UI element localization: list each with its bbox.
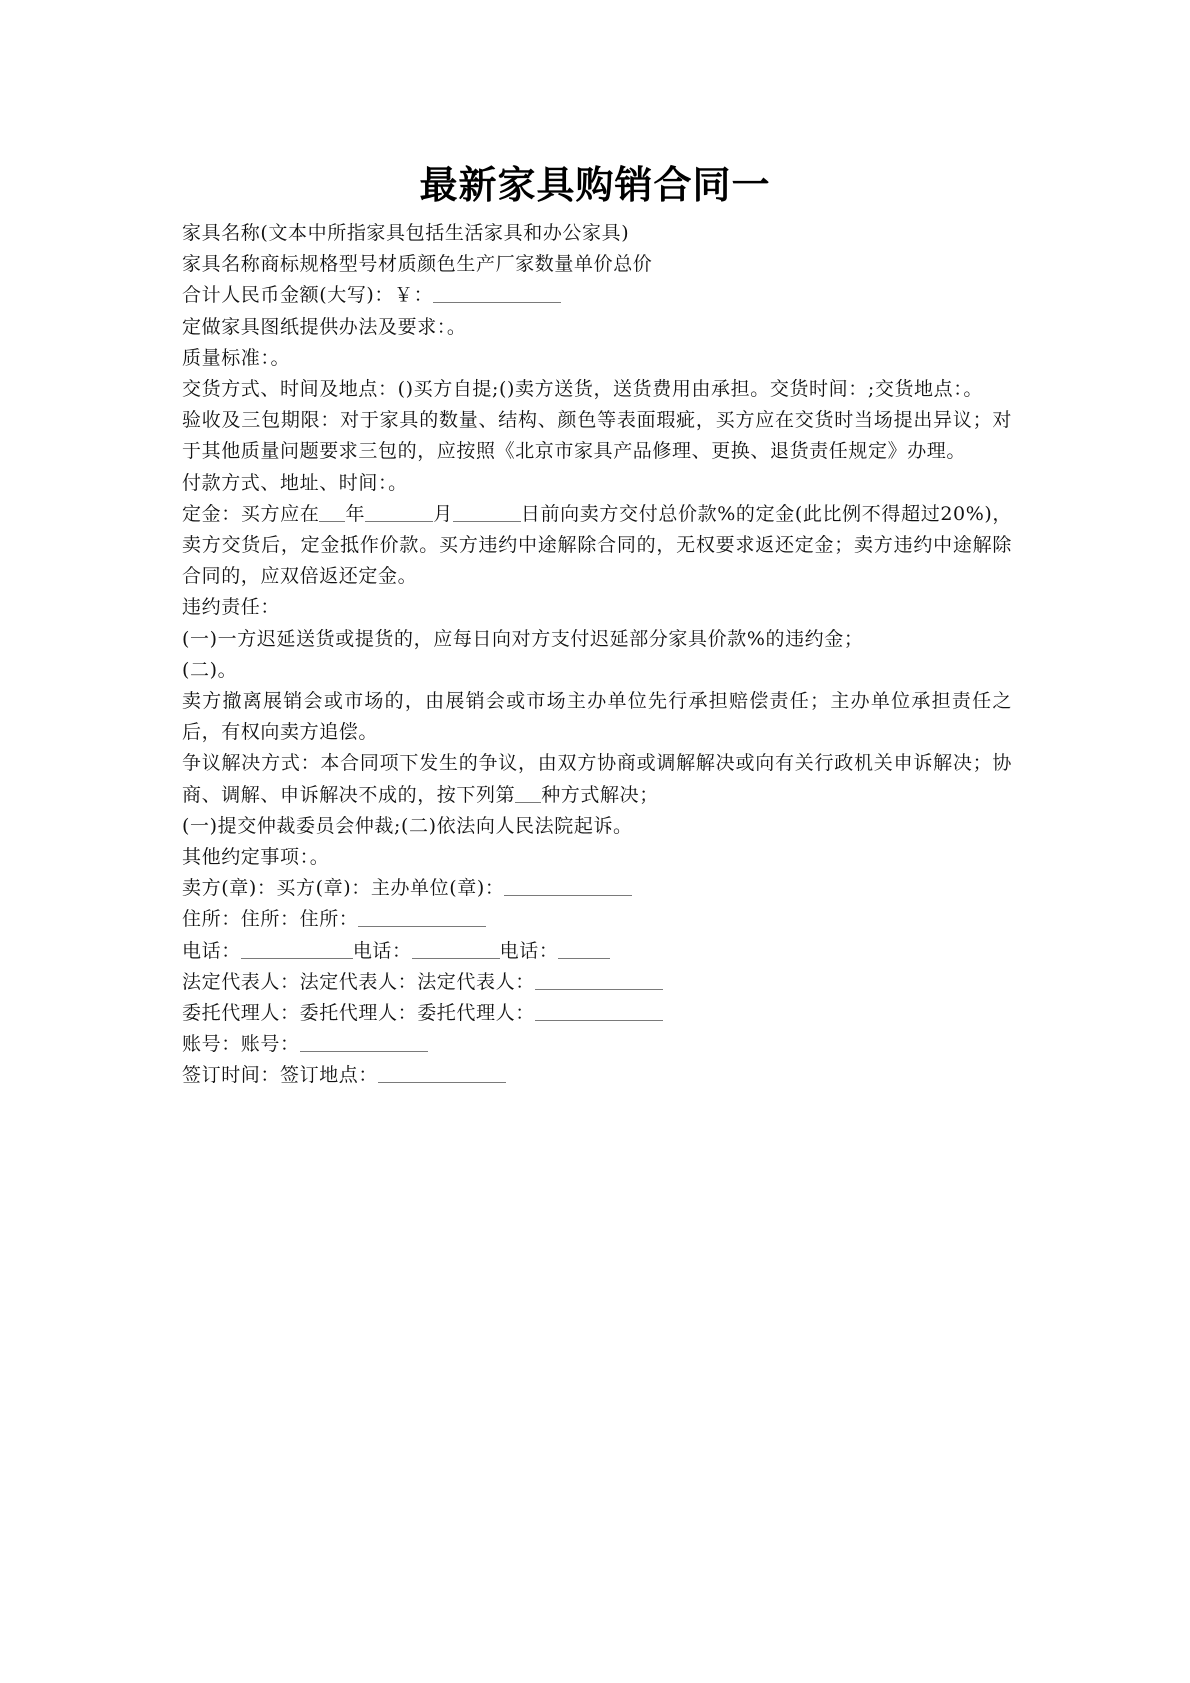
paragraph-dispute-resolution <box>182 748 1012 810</box>
paragraph-inspection-warranty: 验收及三包期限：对于家具的数量、结构、颜色等表面瑕疵，买方应在交货时当场提出异议；对于其他质量问题要求三包的，应按照《北京市家具产品修理、更换、退货责任规定》办理。 <box>182 409 1012 463</box>
legal-rep-blank <box>535 970 663 990</box>
seal-blank <box>504 876 632 896</box>
deposit-year-blank <box>319 502 345 522</box>
deposit-year-label: 年 <box>345 502 366 525</box>
agent-label: 委托代理人：委托代理人：委托代理人： <box>182 1002 535 1025</box>
paragraph-quality-standard: 质量标准：。 <box>182 346 291 369</box>
seal-label: 卖方(章)：买方(章)：主办单位(章)： <box>182 877 505 900</box>
paragraph-payment: 付款方式、地址、时间：。 <box>182 471 408 494</box>
phone-blank-organizer <box>558 939 610 959</box>
paragraph-delivery: 交货方式、时间及地点：()买方自提;()卖方送货，送货费用由承担。交货时间：;交货地点：。 <box>182 378 983 401</box>
signature-account-line <box>182 1029 1012 1060</box>
paragraph-furniture-name: 家具名称(文本中所指家具包括生活家具和办公家具) <box>182 222 630 244</box>
phone-label-seller: 电话： <box>182 939 241 962</box>
paragraph-dispute-options: (一)提交仲裁委员会仲裁;(二)依法向人民法院起诉。 <box>182 814 633 837</box>
paragraph-liability-heading: 违约责任： <box>182 596 281 619</box>
deposit-day-blank <box>453 502 521 522</box>
paragraph-drawings: 定做家具图纸提供办法及要求：。 <box>182 315 467 338</box>
address-blank <box>358 907 486 927</box>
document-title: 最新家具购销合同一 <box>419 163 771 207</box>
address-label: 住所：住所：住所： <box>182 908 359 931</box>
phone-blank-buyer <box>412 939 500 959</box>
phone-label-buyer: 电话： <box>352 939 412 962</box>
signature-phone-line <box>182 936 1012 967</box>
signature-address-line <box>182 904 1012 935</box>
paragraph-total-amount <box>182 280 1012 311</box>
signing-label: 签订时间：签订地点： <box>182 1064 379 1087</box>
paragraph-liability-1: (一)一方迟延送货或提货的，应每日向对方支付迟延部分家具价款%的违约金； <box>182 627 864 650</box>
dispute-text-b: 种方式解决； <box>541 783 659 806</box>
dispute-text-a: 争议解决方式：本合同项下发生的争议，由双方协商或调解解决或向有关行政机关申诉解决；协商、调解、申诉解决不成的，按下列第 <box>182 752 1012 806</box>
signature-agent-line <box>182 998 1012 1029</box>
agent-blank <box>535 1001 663 1021</box>
paragraph-liability-2: (二)。 <box>182 658 238 681</box>
signing-blank <box>378 1063 506 1083</box>
account-blank <box>300 1032 428 1052</box>
signature-seal-line <box>182 873 1012 904</box>
paragraph-other-terms: 其他约定事项：。 <box>182 846 330 869</box>
dispute-option-blank <box>515 783 541 803</box>
deposit-month-label: 月 <box>433 502 453 525</box>
total-amount-blank <box>433 283 561 303</box>
account-label: 账号：账号： <box>182 1033 300 1056</box>
paragraph-seller-withdrawal: 卖方撤离展销会或市场的，由展销会或市场主办单位先行承担赔偿责任；主办单位承担责任之后，有权向卖方追偿。 <box>182 690 1012 744</box>
phone-label-organizer: 电话： <box>499 939 559 962</box>
legal-rep-label: 法定代表人：法定代表人：法定代表人： <box>182 970 535 993</box>
deposit-text-a: 定金：买方应在 <box>182 502 320 525</box>
document-body <box>182 218 1012 1092</box>
total-amount-label: 合计人民币金额(大写)：￥： <box>182 284 434 307</box>
deposit-text-d: 日前向卖方交付总价款%的定金(此比例不得超过20%)，卖方交货后，定金抵作价款。买方违约中途解除合同的，无权要求返还定金；卖方违约中途解除合同的，应双倍返还定金。 <box>182 502 1013 588</box>
paragraph-item-columns: 家具名称商标规格型号材质颜色生产厂家数量单价总价 <box>182 253 653 276</box>
paragraph-deposit <box>182 499 1012 593</box>
signature-legal-rep-line <box>182 967 1012 998</box>
deposit-month-blank <box>365 502 433 522</box>
signature-signing-line <box>182 1060 1012 1091</box>
phone-blank-seller <box>241 939 353 959</box>
